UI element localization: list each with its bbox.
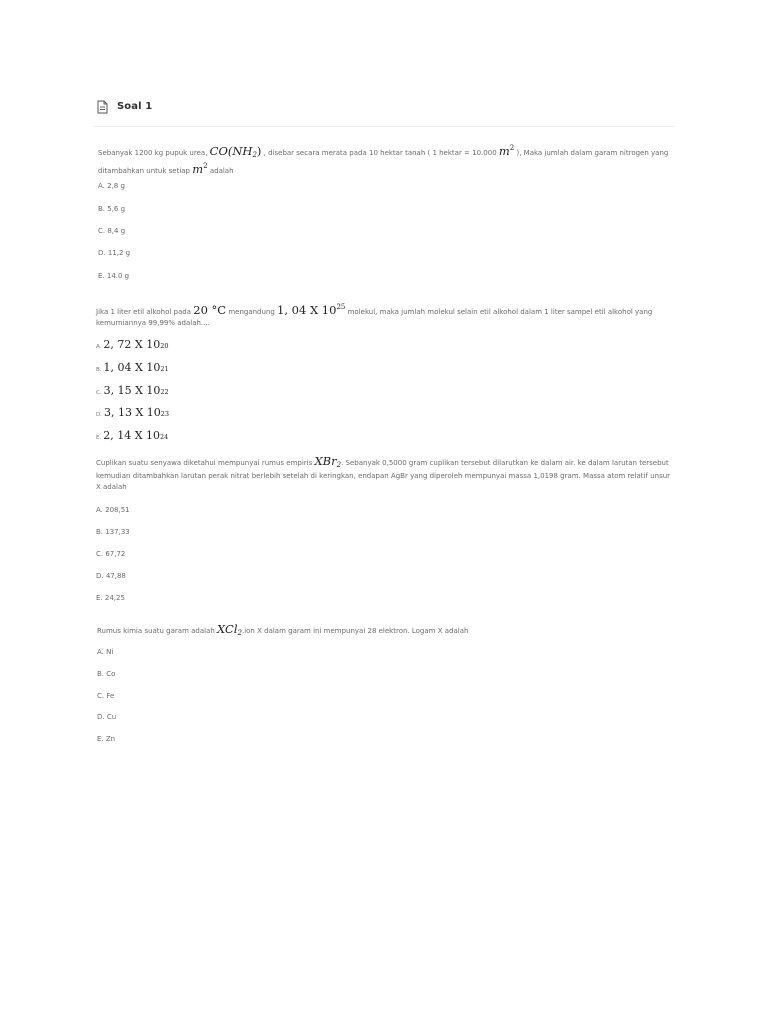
option-letter: C. [96, 390, 102, 396]
q1-option-b[interactable]: B. 5,6 g [98, 205, 126, 213]
q4-option-d[interactable]: D. Cu [97, 713, 117, 721]
option-exponent: 21 [160, 365, 169, 373]
q3-option-e[interactable]: E. 24,25 [96, 594, 125, 602]
option-value: 1, 04 X 10 [103, 361, 161, 374]
option-exponent: 20 [160, 342, 169, 350]
option-letter: A. [96, 344, 102, 350]
q4-option-a[interactable]: A. Ni [97, 648, 114, 656]
option-value: 2, 14 X 10 [103, 429, 161, 442]
section-header [97, 98, 152, 114]
q3-option-c[interactable]: C. 67,72 [96, 550, 126, 558]
q3-option-a[interactable]: A. 208,51 [96, 506, 130, 514]
q1-option-e[interactable]: E. 14.0 g [98, 272, 130, 280]
option-exponent: 22 [160, 388, 169, 396]
option-value: 3, 15 X 10 [103, 384, 161, 397]
option-letter: D. [96, 412, 102, 418]
q4-option-c[interactable]: C. Fe [97, 692, 115, 700]
q1-option-a[interactable]: A. 2,8 g [98, 182, 125, 190]
document-icon [97, 99, 108, 113]
q2-option-d[interactable] [96, 406, 169, 419]
q2-option-c[interactable] [96, 384, 169, 397]
option-letter: E. [96, 435, 102, 441]
q2-option-a[interactable] [96, 338, 169, 351]
option-value: 3, 13 X 10 [103, 406, 161, 419]
q1-option-d[interactable]: D. 11,2 g [98, 249, 131, 257]
q3-option-b[interactable]: B. 137,33 [96, 528, 130, 536]
question-3-text: Cuplikan suatu senyawa diketahui mempunyai rumus empiris XBr2. Sebanyak 0,5000 gram cuplikan tersebut dilarutkan ke dalam air. ke dalam larutan tersebut kemudian ditambahkan larutan perak nitrat berlebih setelah di keringkan, endapan AgBr yang diperoleh mempunyai massa 1,0198 gram. Massa atom relatif unsur X adalah [96, 454, 671, 491]
question-4-text: Rumus kimia suatu garam adalah XCl2.ion X dalam garam ini mempunyai 28 elektron. Logam X adalah [97, 622, 469, 637]
q3-option-d[interactable]: D. 47,88 [96, 572, 126, 580]
option-exponent: 24 [160, 433, 169, 441]
q4-option-e[interactable]: E. Zn [97, 735, 116, 743]
question-1-text: Sebanyak 1200 kg pupuk urea, CO(NH2) , disebar secara merata pada 10 hektar tanah ( 1 hektar = 10.000 m2 ), Maka jumlah dalam garam nitrogen yang ditambahkan untuk setiap m2 adalah [98, 144, 669, 176]
q2-option-e[interactable] [96, 429, 168, 442]
option-exponent: 23 [160, 410, 170, 418]
option-letter: B. [96, 367, 102, 373]
q4-option-b[interactable]: B. Co [97, 670, 116, 678]
option-value: 2, 72 X 10 [103, 338, 161, 351]
q1-option-c[interactable]: C. 8,4 g [98, 227, 126, 235]
q2-option-b[interactable] [96, 361, 169, 374]
page-title: Soal 1 [117, 100, 153, 112]
header-divider [93, 126, 675, 127]
question-2-text: Jika 1 liter etil alkohol pada 20 °C mengandung 1, 04 X 1025 molekul, maka jumlah molekul selain etil alkohol dalam 1 liter sampel etil alkohol yang kemurniannya 99,99% adalah.... [96, 303, 653, 327]
